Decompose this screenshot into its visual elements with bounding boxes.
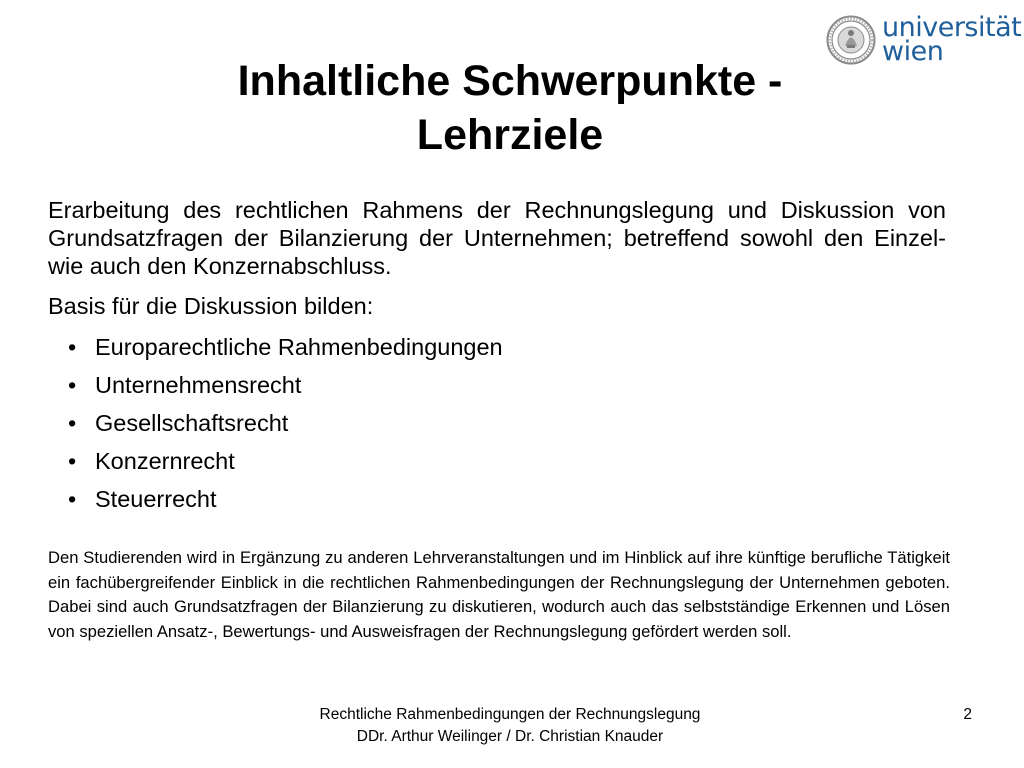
basis-heading: Basis für die Diskussion bilden: <box>48 293 374 319</box>
bullet-item <box>48 328 946 366</box>
bullet-icon: • <box>68 372 77 398</box>
bullet-item <box>48 480 946 518</box>
bullet-icon: • <box>68 334 77 360</box>
logo-line-1: universität <box>882 12 1022 43</box>
logo-line-2: wien <box>882 36 944 67</box>
footer-line-1: Rechtliche Rahmenbedingungen der Rechnungslegung <box>319 706 701 723</box>
intro-paragraph: Erarbeitung des rechtlichen Rahmens der Rechnungslegung und Diskussion von Grundsatzfragen der Bilanzierung der Unternehmen; betreffend sowohl den Einzel- wie auch den Konzernabschluss. <box>48 197 946 279</box>
slide-footer <box>250 704 770 748</box>
bullet-item <box>48 404 946 442</box>
bullet-icon: • <box>68 486 77 512</box>
page-number: 2 <box>963 706 972 723</box>
bullet-text: Gesellschaftsrecht <box>95 410 289 436</box>
bullet-icon: • <box>68 448 77 474</box>
bullet-text: Unternehmensrecht <box>95 372 302 398</box>
bullet-icon: • <box>68 410 77 436</box>
bullet-text: Konzernrecht <box>95 448 235 474</box>
bullet-item <box>48 442 946 480</box>
bullet-item <box>48 366 946 404</box>
bullet-text: Steuerrecht <box>95 486 217 512</box>
summary-paragraph: Den Studierenden wird in Ergänzung zu anderen Lehrveranstaltungen und im Hinblick auf ihre künftige berufliche Tätigkeit ein fachübergreifender Einblick in die rechtlichen Rahmenbedingungen der Rechnungslegung der Unternehmen geboten. Dabei sind auch Grundsatzfragen der Bilanzierung zu diskutieren, wodurch auch das selbstständige Erkennen und Lösen von speziellen Ansatz-, Bewertungs- und Ausweisfragen der Rechnungslegung gefördert werden soll. <box>48 548 950 641</box>
bullet-text: Europarechtliche Rahmenbedingungen <box>95 334 503 360</box>
footer-line-2: DDr. Arthur Weilinger / Dr. Christian Knauder <box>356 728 664 745</box>
slide-body <box>48 196 946 518</box>
bullet-list <box>48 328 946 518</box>
title-line-1: Inhaltliche Schwerpunkte - <box>237 57 783 105</box>
slide-title <box>100 54 920 162</box>
title-line-2: Lehrziele <box>416 111 604 159</box>
